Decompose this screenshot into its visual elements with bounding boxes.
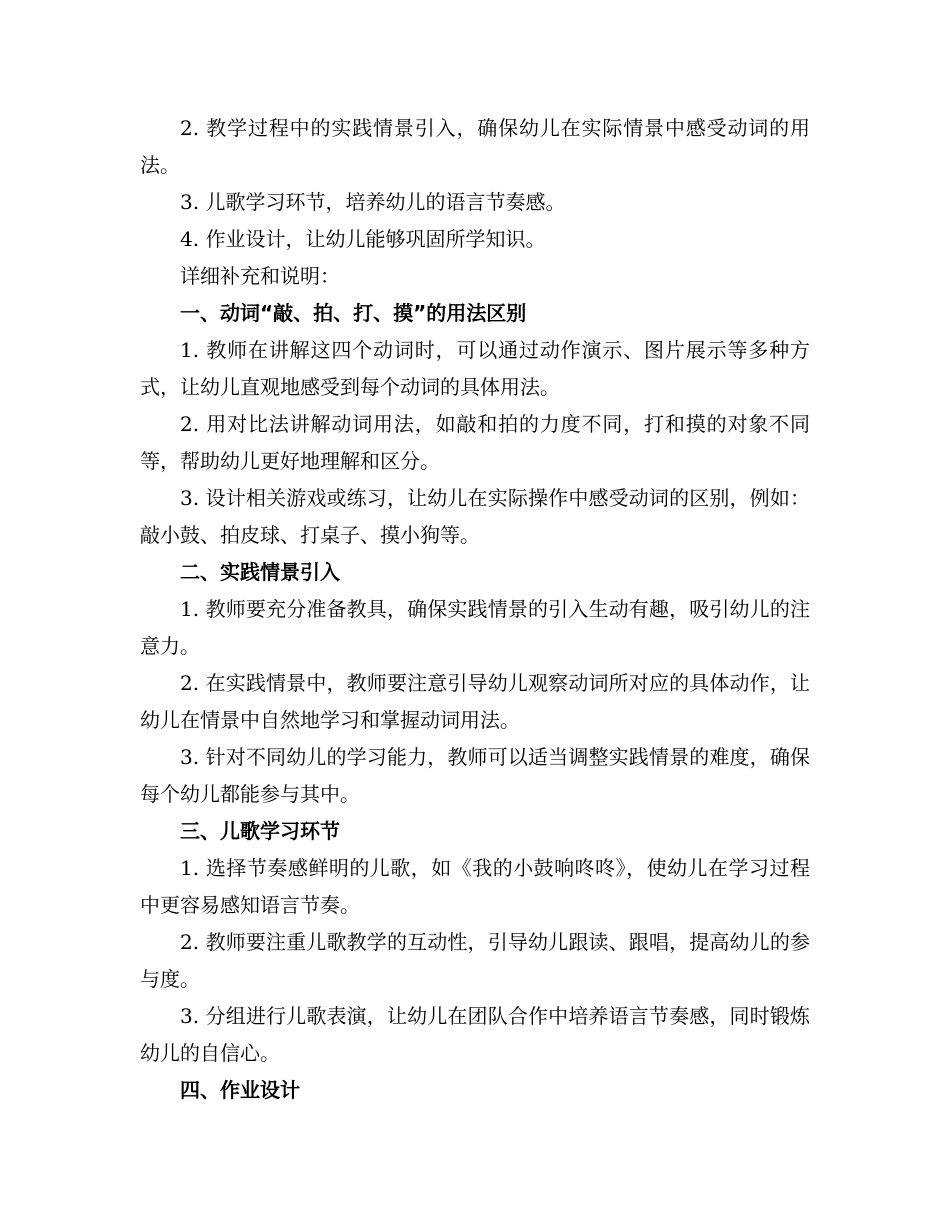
paragraph: 详细补充和说明： [180,264,340,288]
paragraph: 3. 分组进行儿歌表演，让幼儿在团队合作中培养语言节奏感，同时锻炼幼儿的自信心。 [140,1004,810,1065]
paragraph: 1. 教师在讲解这四个动词时，可以通过动作演示、图片展示等多种方式，让幼儿直观地感受到每个动词的具体用法。 [140,338,810,399]
paragraph: 3. 儿歌学习环节，培养幼儿的语言节奏感。 [180,190,566,214]
paragraph: 3. 设计相关游戏或练习，让幼儿在实际操作中感受动词的区别，例如：敲小鼓、拍皮球、打桌子、摸小狗等。 [140,486,810,547]
paragraph: 1. 教师要充分准备教具，确保实践情景的引入生动有趣，吸引幼儿的注意力。 [140,597,810,658]
paragraph: 2. 教师要注重儿歌教学的互动性，引导幼儿跟读、跟唱，提高幼儿的参与度。 [140,930,810,991]
section-heading: 一、动词“敲、拍、打、摸”的用法区别 [180,301,527,325]
paragraph: 2. 用对比法讲解动词用法，如敲和拍的力度不同，打和摸的对象不同等，帮助幼儿更好地理解和区分。 [140,412,810,473]
paragraph: 3. 针对不同幼儿的学习能力，教师可以适当调整实践情景的难度，确保每个幼儿都能参与其中。 [140,745,810,806]
paragraph: 2. 教学过程中的实践情景引入，确保幼儿在实际情景中感受动词的用法。 [140,116,810,177]
paragraph: 2. 在实践情景中，教师要注意引导幼儿观察动词所对应的具体动作，让幼儿在情景中自然地学习和掌握动词用法。 [140,671,810,732]
section-heading: 四、作业设计 [180,1078,300,1102]
section-heading: 三、儿歌学习环节 [180,819,340,843]
paragraph: 1. 选择节奏感鲜明的儿歌，如《我的小鼓响咚咚》，使幼儿在学习过程中更容易感知语言节奏。 [140,856,810,917]
section-heading: 二、实践情景引入 [180,560,340,584]
document-page [140,110,810,1109]
paragraph: 4. 作业设计，让幼儿能够巩固所学知识。 [180,227,546,251]
